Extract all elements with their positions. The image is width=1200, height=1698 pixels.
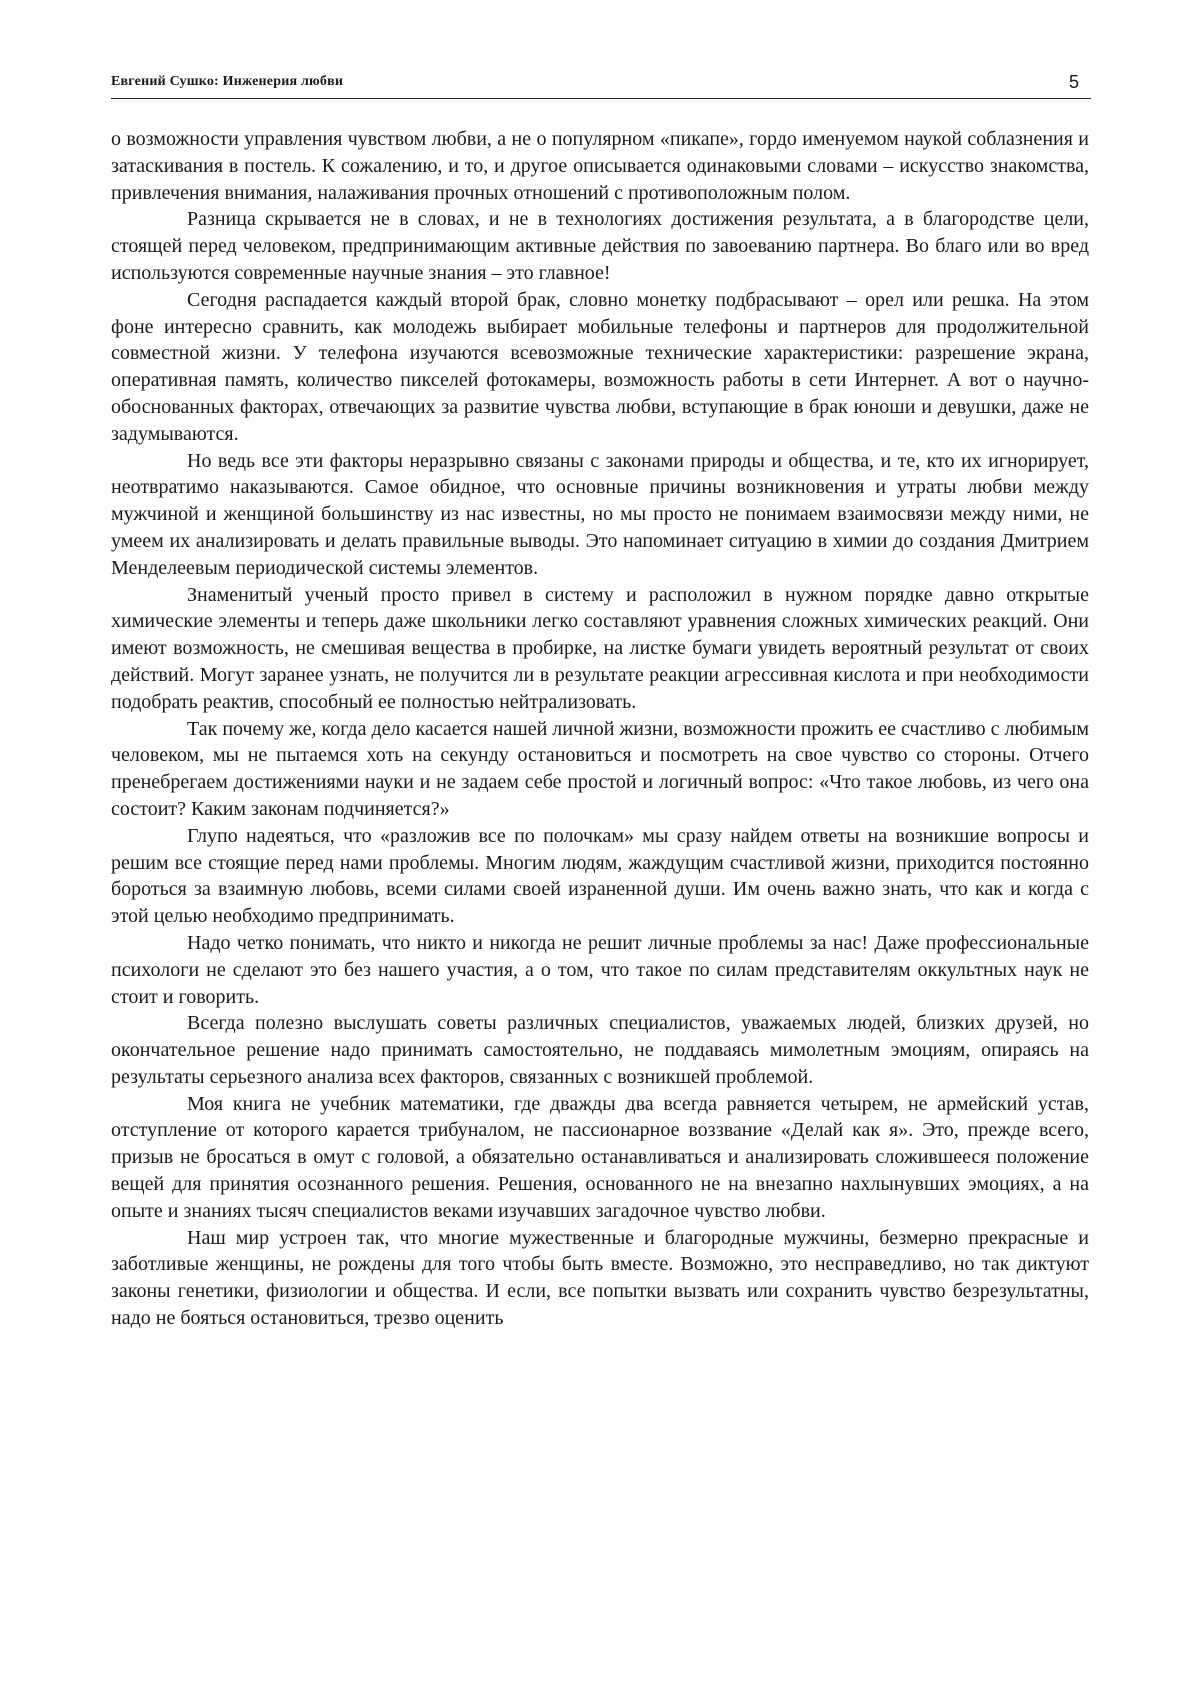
paragraph: Надо четко понимать, что никто и никогда не решит личные проблемы за нас! Даже профессиональные психологи не сделают это без нашего участия, а о том, что такое по силам представителям оккультных наук не стоит и говорить. — [111, 931, 1089, 1008]
running-title: Евгений Сушко: Инженерия любви — [111, 74, 344, 89]
page-number: 5 — [1068, 72, 1079, 92]
paragraph: Так почему же, когда дело касается нашей личной жизни, возможности прожить ее счастливо с любимым человеком, мы не пытаемся хоть на секунду остановиться и посмотреть на свое чувство со стороны. Отчего пренебрегаем достижениями науки и не задаем себе простой и логичный вопрос: «Что такое любовь, из чего она состоит? Каким законам подчиняется?» — [111, 717, 1089, 820]
paragraph: Знаменитый ученый просто привел в систему и расположил в нужном порядке давно открытые химические элементы и теперь даже школьники легко составляют уравнения сложных химических реакций. Они имеют возможность, не смешивая вещества в пробирке, на листке бумаги увидеть вероятный результат от своих действий. Могут заранее узнать, не получится ли в результате реакции агрессивная кислота и при необходимости подобрать реактив, способный ее полностью нейтрализовать. — [111, 583, 1089, 713]
paragraph: Глупо надеяться, что «разложив все по полочкам» мы сразу найдем ответы на возникшие вопросы и решим все стоящие перед нами проблемы. Многим людям, жаждущим счастливой жизни, приходится постоянно бороться за взаимную любовь, всеми силами своей израненной души. Им очень важно знать, что как и когда с этой целью необходимо предпринимать. — [111, 824, 1089, 928]
page-header — [111, 72, 1091, 99]
body-text — [111, 126, 1089, 1332]
paragraph: Но ведь все эти факторы неразрывно связаны с законами природы и общества, и те, кто их игнорирует, неотвратимо наказываются. Самое обидное, что основные причины возникновения и утраты любви между мужчиной и женщиной большинству из нас известны, но мы просто не понимаем взаимосвязи между ними, не умеем их анализировать и делать правильные выводы. Это напоминает ситуацию в химии до создания Дмитрием Менделеевым периодической системы элементов. — [111, 449, 1089, 579]
paragraph-continuation: о возможности управления чувством любви, а не о популярном «пикапе», гордо именуемом наукой соблазнения и затаскивания в постель. К сожалению, и то, и другое описывается одинаковыми словами – искусство знакомства, привлечения внимания, налаживания прочных отношений с противоположным полом. — [111, 128, 1089, 204]
paragraph: Всегда полезно выслушать советы различных специалистов, уважаемых людей, близких друзей, но окончательное решение надо принимать самостоятельно, не поддаваясь мимолетным эмоциям, опираясь на результаты серьезного анализа всех факторов, связанных с возникшей проблемой. — [111, 1012, 1089, 1088]
paragraph: Сегодня распадается каждый второй брак, словно монетку подбрасывают – орел или решка. На этом фоне интересно сравнить, как молодежь выбирает мобильные телефоны и партнеров для продолжительной совместной жизни. У телефона изучаются всевозможные технические характеристики: разрешение экрана, оперативная память, количество пикселей фотокамеры, возможность работы в сети Интернет. А вот о научно-обоснованных факторах, отвечающих за развитие чувства любви, вступающие в брак юноши и девушки, даже не задумываются. — [111, 288, 1089, 445]
paragraph: Наш мир устроен так, что многие мужественные и благородные мужчины, безмерно прекрасные и заботливые женщины, не рождены для того чтобы быть вместе. Возможно, это несправедливо, но так диктуют законы генетики, физиологии и общества. И если, все попытки вызвать или сохранить чувство безрезультатны, надо не бояться остановиться, трезво оценить — [111, 1226, 1089, 1330]
paragraph: Моя книга не учебник математики, где дважды два всегда равняется четырем, не армейский устав, отступление от которого карается трибуналом, не пассионарное воззвание «Делай как я». Это, прежде всего, призыв не бросаться в омут с головой, а обязательно останавливаться и анализировать сложившееся положение вещей для принятия осознанного решения. Решения, основанного не на внезапно нахлынувших эмоциях, а на опыте и знаниях тысяч специалистов веками изучавших загадочное чувство любви. — [111, 1092, 1089, 1222]
paragraph: Разница скрывается не в словах, и не в технологиях достижения результата, а в благородстве цели, стоящей перед человеком, предпринимающим активные действия по завоеванию партнера. Во благо или во вред используются современные научные знания – это главное! — [111, 208, 1089, 284]
